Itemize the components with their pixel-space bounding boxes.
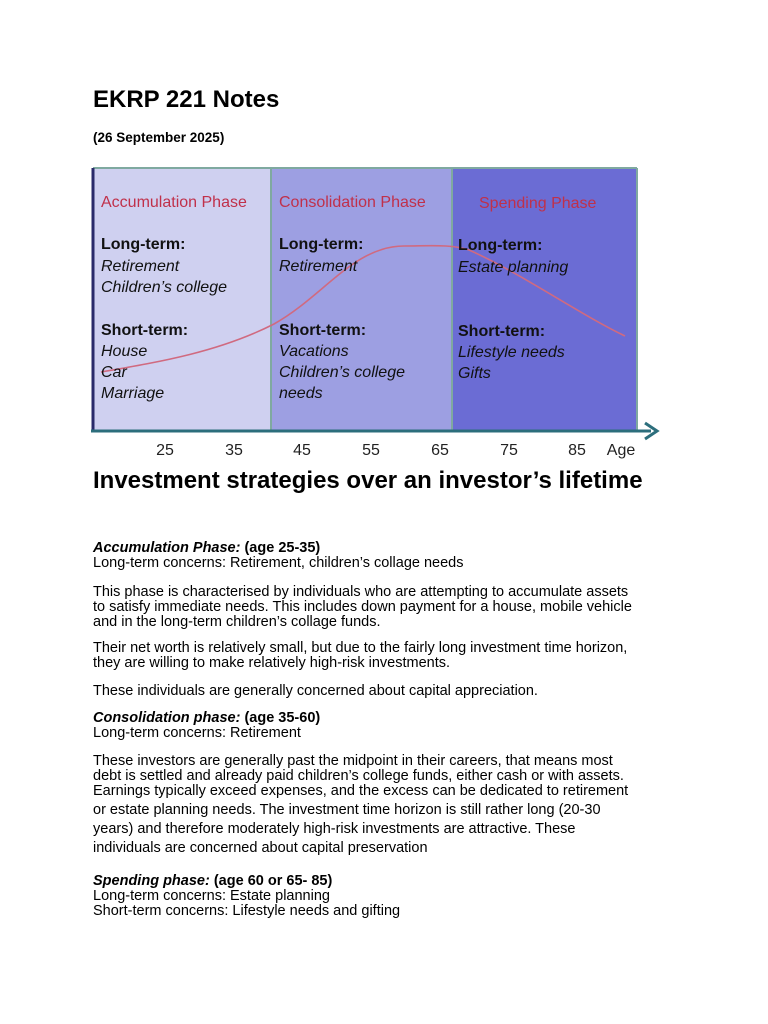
long-term-item: Children’s college	[101, 279, 227, 296]
investor-lifecycle-figure	[89, 164, 665, 464]
paragraph-line: or estate planning needs. The investment time horizon is still rather long (20-30	[93, 802, 601, 818]
x-tick-label: 55	[362, 442, 380, 459]
long-term-label: Long-term:	[279, 236, 364, 253]
long-term-item: Retirement	[279, 258, 358, 275]
accumulation-heading-line	[93, 541, 683, 571]
short-term-item: needs	[279, 385, 323, 402]
paragraph-line: to satisfy immediate needs. This includes down payment for a house, mobile vehicle	[93, 599, 632, 616]
long-term-item: Retirement	[101, 258, 180, 275]
paragraph-line: Earnings typically exceed expenses, and the excess can be dedicated to retirement	[93, 783, 629, 800]
consolidation-label: Consolidation phase:	[93, 710, 241, 726]
short-term-item: Gifts	[458, 365, 491, 382]
consolidation-concerns: Long-term concerns: Retirement	[93, 725, 301, 742]
x-tick-label: 35	[225, 442, 243, 459]
accumulation-age-range: (age 25-35)	[240, 540, 321, 556]
short-term-item: Marriage	[101, 385, 165, 402]
lifecycle-diagram	[89, 164, 665, 464]
short-term-label: Short-term:	[279, 322, 367, 339]
short-term-label: Short-term:	[458, 323, 546, 340]
accumulation-paragraph-2	[93, 641, 683, 671]
paragraph-line: and in the long-term children’s collage funds.	[93, 614, 381, 631]
spending-heading-line	[93, 874, 683, 920]
spending-age-range: (age 60 or 65- 85)	[209, 873, 333, 889]
paragraph-line: This phase is characterised by individuals who are attempting to accumulate assets	[93, 584, 629, 600]
consolidation-age-range: (age 35-60)	[240, 710, 321, 726]
paragraph-line: These investors are generally past the midpoint in their careers, that means most	[93, 753, 613, 769]
short-term-item: Children’s college	[279, 364, 405, 381]
long-term-label: Long-term:	[101, 236, 186, 253]
short-term-item: Lifestyle needs	[458, 344, 565, 361]
accumulation-label: Accumulation Phase:	[93, 540, 241, 556]
x-tick-label: 65	[431, 442, 449, 459]
paragraph-line: debt is settled and already paid children’s college funds, either cash or with assets.	[93, 768, 624, 785]
short-term-item: Vacations	[279, 343, 349, 360]
accumulation-concerns: Long-term concerns: Retirement, children’s collage needs	[93, 555, 464, 572]
x-tick-label: 85	[568, 442, 586, 459]
document-title: EKRP 221 Notes	[93, 86, 280, 113]
paragraph-line: years) and therefore moderately high-risk investments are attractive. These	[93, 821, 576, 837]
paragraph-line: These individuals are generally concerned about capital appreciation.	[93, 683, 538, 699]
x-tick-label: 75	[500, 442, 518, 459]
paragraph-line: they are willing to make relatively high-risk investments.	[93, 655, 450, 672]
spending-long-term-concerns: Long-term concerns: Estate planning	[93, 888, 330, 905]
x-tick-label: 45	[293, 442, 311, 459]
short-term-label: Short-term:	[101, 322, 189, 339]
consolidation-heading-line	[93, 711, 683, 741]
spending-label: Spending phase:	[93, 873, 210, 889]
document-date: (26 September 2025)	[93, 130, 225, 145]
paragraph-line: individuals are concerned about capital preservation	[93, 840, 428, 856]
accumulation-paragraph-3	[93, 684, 683, 699]
x-axis-label: Age	[606, 442, 636, 459]
spending-short-term-concerns: Short-term concerns: Lifestyle needs and gifting	[93, 903, 401, 920]
long-term-label: Long-term:	[458, 237, 543, 254]
short-term-item: Car	[101, 364, 127, 381]
long-term-item: Estate planning	[458, 259, 569, 276]
consolidation-paragraph-1b	[93, 801, 683, 858]
phase-title-consolidation: Consolidation Phase	[279, 194, 426, 211]
section-heading: Investment strategies over an investor’s lifetime	[93, 467, 643, 494]
x-tick-label: 25	[156, 442, 174, 459]
accumulation-paragraph-1	[93, 585, 683, 631]
phase-title-accumulation: Accumulation Phase	[101, 194, 247, 211]
phase-title-spending: Spending Phase	[479, 195, 597, 212]
paragraph-line: Their net worth is relatively small, but due to the fairly long investment time horizon,	[93, 640, 628, 656]
short-term-item: House	[101, 343, 148, 360]
consolidation-paragraph-1a	[93, 754, 683, 800]
